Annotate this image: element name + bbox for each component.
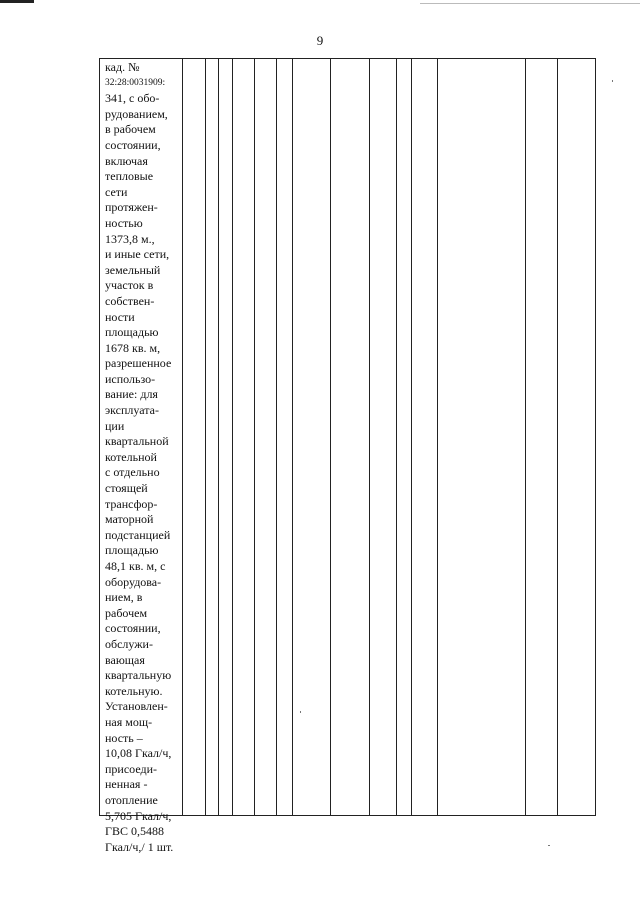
description-line: рудованием, <box>105 106 168 121</box>
column-divider <box>182 58 183 816</box>
description-line: Установлен- <box>105 699 168 714</box>
column-divider <box>525 58 526 816</box>
description-line: ненная - <box>105 777 148 792</box>
column-divider <box>232 58 233 816</box>
description-line: состоянии, <box>105 621 161 636</box>
property-table <box>99 58 596 854</box>
description-line: подстанцией <box>105 527 171 542</box>
page-number: 9 <box>316 33 324 48</box>
description-line: с отдельно <box>105 465 160 480</box>
description-line: площадью <box>105 325 159 340</box>
top-edge-rule <box>420 3 640 4</box>
description-line: котельной <box>105 449 157 464</box>
top-corner-mark <box>0 0 34 3</box>
description-line: стоящей <box>105 481 148 496</box>
scan-speck <box>300 711 301 713</box>
column-divider <box>557 58 558 816</box>
description-line: квартальной <box>105 434 169 449</box>
description-line: включая <box>105 153 148 168</box>
description-line: присоеди- <box>105 761 158 776</box>
column-divider <box>292 58 293 816</box>
description-line: разрешенное <box>105 356 172 371</box>
description-line: 32:28:0031909: <box>105 77 166 88</box>
description-line: котельную. <box>105 683 163 698</box>
description-line: ности <box>105 309 135 324</box>
description-line: трансфор- <box>105 496 158 511</box>
column-divider <box>276 58 277 816</box>
description-line: Гкал/ч,/ 1 шт. <box>105 839 174 854</box>
description-line: вающая <box>105 652 145 667</box>
column-divider <box>205 58 206 816</box>
description-line: 5,705 Гкал/ч, <box>105 808 172 823</box>
description-line: ность – <box>105 730 143 745</box>
description-cell <box>105 60 185 855</box>
description-line: площадью <box>105 543 159 558</box>
column-divider <box>396 58 397 816</box>
description-line: маторной <box>105 512 154 527</box>
description-line: и иные сети, <box>105 247 170 262</box>
description-line: ностью <box>105 215 143 230</box>
description-line: 1373,8 м., <box>105 231 155 246</box>
description-line: участок в <box>105 278 154 293</box>
description-line: сети <box>105 184 128 199</box>
column-divider <box>411 58 412 816</box>
column-divider <box>369 58 370 816</box>
description-line: обслужи- <box>105 636 153 651</box>
description-line: 48,1 кв. м, с <box>105 559 166 573</box>
description-line: ГВС 0,5488 <box>105 824 164 839</box>
description-line: ная мощ- <box>105 714 153 729</box>
description-line: отопление <box>105 792 158 807</box>
description-line: рабочем <box>105 605 148 620</box>
column-divider <box>254 58 255 816</box>
scan-speck <box>548 845 550 846</box>
scan-speck <box>612 80 613 82</box>
description-line: оборудова- <box>105 574 162 589</box>
description-line: собствен- <box>105 293 155 308</box>
description-line: использо- <box>105 371 156 386</box>
description-line: 1678 кв. м, <box>105 340 161 355</box>
description-line: протяжен- <box>105 200 158 215</box>
description-line: нием, в <box>105 590 143 605</box>
description-line: тепловые <box>105 169 154 184</box>
description-line: кад. № <box>105 60 140 74</box>
description-line: вание: для <box>105 387 158 402</box>
description-line: в рабочем <box>105 122 156 137</box>
description-line: состоянии, <box>105 137 161 152</box>
description-line: квартальную <box>105 668 172 683</box>
description-line: земельный <box>105 262 161 277</box>
column-divider <box>437 58 438 816</box>
description-line: 10,08 Гкал/ч, <box>105 746 172 761</box>
description-line: ции <box>105 418 125 433</box>
description-line: 341, с обо- <box>105 91 160 106</box>
column-divider <box>218 58 219 816</box>
description-line: эксплуата- <box>105 403 159 418</box>
column-divider <box>330 58 331 816</box>
